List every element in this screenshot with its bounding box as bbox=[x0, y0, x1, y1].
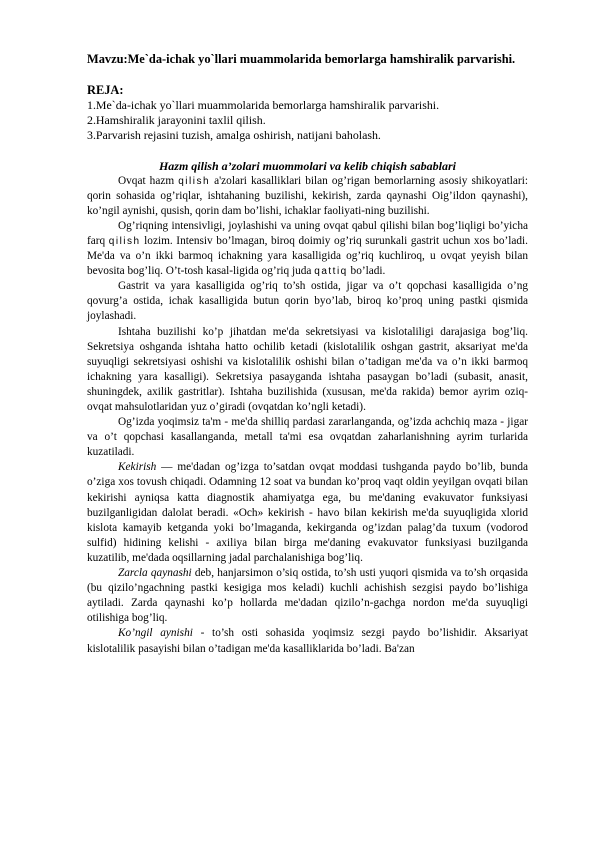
paragraph bbox=[87, 626, 528, 656]
paragraph: Ishtaha buzilishi ko’p jihatdan me'da sekretsiyasi va kislotaliligi darajasiga bog’liq. Sekretsiya oshganda ishtaha hatto ochilib ketadi (kislotalilik oshgan gastrit, aksariyat me'da suyuqligi sekretsiyasi oshishi va kislotalilik oshishi bilan o’tadigan me'da va o’n ikki barmoq ichakning yara kasalligi). Sekretsiya pasayganda ishtaha pasaygan bo’ladi (subasit, anasit, shuningdek, axilik gastritlar). Ishtaha buzilishida (xususan, me'da rakida) bemor ayrim oziq-ovqat mahsulotlaridan yuz o’giradi (ovqatdan ko’ngli ketadi). bbox=[87, 325, 528, 413]
topic-title: Mavzu:Me`da-ichak yo`llari muammolarida bemorlarga hamshiralik parvarishi. bbox=[87, 52, 516, 66]
spaced-word: qilish bbox=[178, 175, 211, 187]
paragraph-text: lozim. Intensiv bo’lmagan, biroq doimiy og’riq surunkali gastrit uchun xos bo’ladi. Me'da va o’n ikki barmoq ichakning yara kasalligida og’riq kuchliroq, u ovqat yeyish bilan bevosita bog’liq. O’t-tosh kasal-ligida og’riq juda bbox=[87, 234, 528, 278]
paragraph-text: — me'dadan og’izga to’satdan ovqat moddasi tushganda paydo bo’lib, bunda o’ziga xos tovush chiqadi. Odamning 12 soat va bundan ko’proq vaqt oldin yeyilgan ovqati bilan kekirishi ayniqsa katta diagnostik ahamiyatga ega, bu me'daning evakuvator funksiyasi buzilganligidan dalolat beradi. «Och» kekirish - havo bilan kekirish me'da suyuqligida xlorid kislota kamayib ketganda yoki bo’lmaganda, kekirganda og’izdan palag’da tuxum (vodorod sulfid) hidining kelishi - axiliya bilan birga me'daning evakuvator funksiyasi buzilganda kuzatilib, me'dada oqsillarning jadal parchalanishiga bog’liq. bbox=[87, 461, 528, 564]
plan-item: 1.Me`da-ichak yo`llari muammolarida bemorlarga hamshiralik parvarishi. bbox=[87, 97, 440, 112]
plan-item: 3.Parvarish rejasini tuzish, amalga oshirish, natijani baholash. bbox=[87, 127, 381, 142]
plan-item: 2.Hamshiralik jarayonini taxlil qilish. bbox=[87, 112, 266, 127]
paragraph bbox=[87, 174, 528, 219]
spaced-word: qilish bbox=[108, 235, 141, 247]
paragraph bbox=[87, 566, 528, 626]
plan-list bbox=[87, 98, 528, 143]
paragraph-text: - to’sh osti sohasida yoqimsiz sezgi paydo bo’lishidir. Aksariyat kislotalilik pasayishi bilan o’tadigan me'da kasalliklarida bo’ladi. Ba'zan bbox=[87, 627, 529, 655]
paragraph: Og’izda yoqimsiz ta'm - me'da shilliq pardasi zararlanganda, og’izda achchiq maza - jigar va o’t qopchasi kasallanganda, metall ta'mi esa ovqatdan zaharlanishning ayrim turlarida kuzatiladi. bbox=[87, 416, 528, 459]
paragraph-text: deb, hanjarsimon o’siq ostida, to’sh usti yuqori qismida va to’sh orqasida (bu qizilo’ngachning pastki kesigiga mos keladi) kuchli achishish sezgisi paydo bo’lishiga aytiladi. Zarda qaynashi ko’p hollarda me'dadan qizilo’n-gachga nordon me'da suyuqligi otilishiga bog’liq. bbox=[87, 567, 529, 625]
paragraph-text: bo’ladi. bbox=[347, 265, 386, 278]
document-page bbox=[87, 52, 528, 657]
paragraph bbox=[87, 219, 528, 279]
spaced-word: qattiq bbox=[314, 266, 348, 278]
paragraph bbox=[87, 460, 528, 566]
term-kongil-aynishi: Ko’ngil aynishi bbox=[118, 627, 193, 640]
section-heading: Hazm qilish a’zolari muommolari va kelib chiqish sabablari bbox=[158, 158, 457, 173]
paragraph-text: a'zolari kasalliklari bilan og’rigan bemorlarning asosiy shikoyatlari: qorin sohasida og’riqlar, ishtahaning buzilishi, kekirish, zarda qaynashi Oig’ildon qaynashi), ko’ngil aynishi, qusish, qorin dam bo’lishi, ichaklar faoliyati-ning buzilishi. bbox=[87, 174, 528, 217]
paragraph: Gastrit va yara kasalligida og’riq to’sh ostida, jigar va o’t qopchasi kasalligida o’ng qovurg’a ostida, ichak kasalligida butun qorin byo’lab, biroq ko’proq uning pastki qismida joylashadi. bbox=[87, 280, 528, 323]
term-zarda-qaynashi: Zarcla qaynashi bbox=[118, 567, 192, 580]
plan-title: REJA: bbox=[87, 82, 124, 97]
paragraph-text: Og’riqning intensivligi, joylashishi va uning ovqat qabul qilishi bilan bog’liqligi bo’yicha farq bbox=[87, 219, 528, 247]
term-kekirish: Kekirish bbox=[118, 461, 157, 474]
paragraph-text: Ovqat hazm bbox=[118, 174, 179, 187]
